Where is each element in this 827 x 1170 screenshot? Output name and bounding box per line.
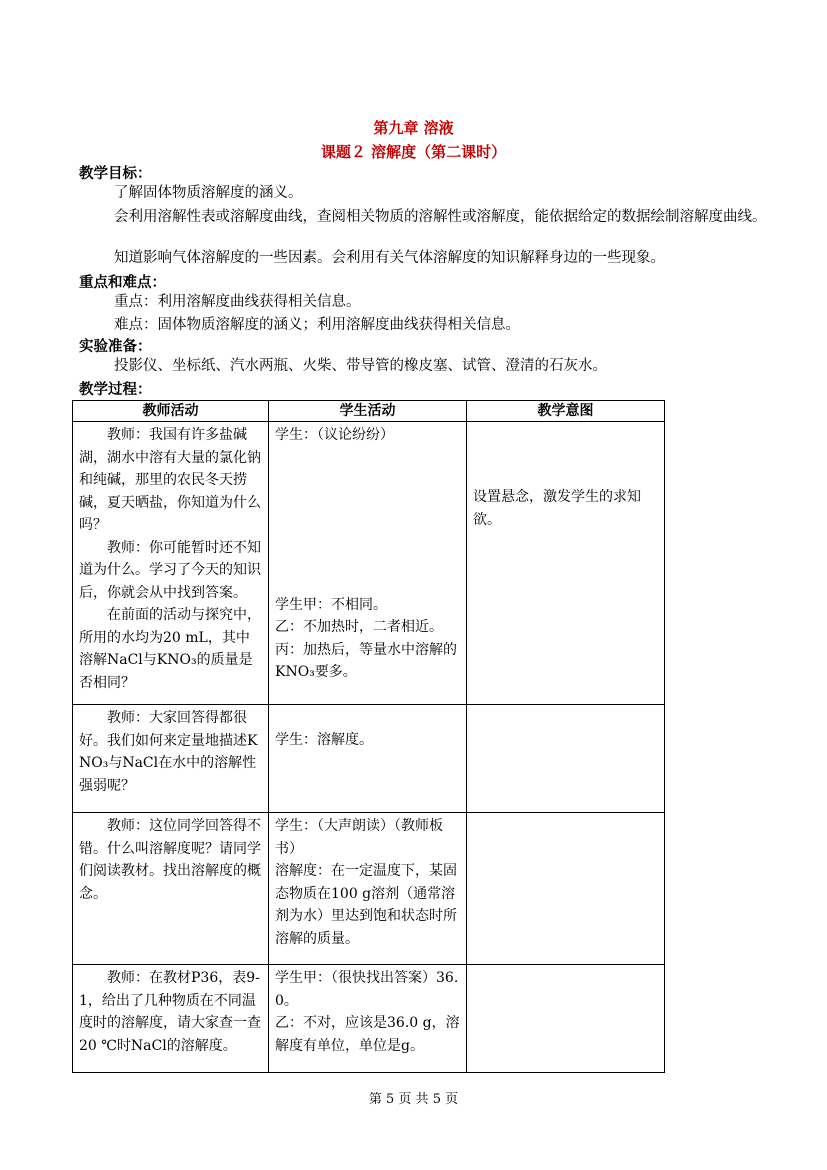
- student-text: 学生：溶解度。: [275, 732, 373, 748]
- student-cell: [269, 422, 467, 705]
- teacher-cell: [73, 705, 269, 813]
- col-header-student: 学生活动: [269, 401, 467, 422]
- col-header-teacher: 教师活动: [73, 401, 269, 422]
- teacher-text: 教师：大家回答得都很好。我们如何来定量地描述KNO₃与NaCl在水中的溶解性强弱呢？: [79, 710, 258, 794]
- teacher-text: 教师：在教材P36，表9-1，给出了几种物质在不同温度时的溶解度，请大家查一查20 ℃时NaCl的溶解度。: [79, 970, 261, 1054]
- keypoint-item: 难点：固体物质溶解度的涵义；利用溶解度曲线获得相关信息。: [114, 317, 520, 333]
- intent-cell: [467, 422, 665, 705]
- student-text: 丙：加热后，等量水中溶解的KNO₃要多。: [275, 641, 457, 680]
- prep-item: 投影仪、坐标纸、汽水两瓶、火柴、带导管的橡皮塞、试管、澄清的石灰水。: [114, 358, 607, 374]
- intent-cell: [467, 965, 665, 1073]
- student-text: 溶解度：在一定温度下，某固态物质在100 g溶剂（通常溶剂为水）里达到饱和状态时所溶解的质量。: [275, 863, 457, 947]
- intent-cell: [467, 705, 665, 813]
- table-row: [73, 813, 665, 965]
- intent-cell: [467, 813, 665, 965]
- lesson-table: [72, 400, 665, 1073]
- goal-item: 了解固体物质溶解度的涵义。: [114, 185, 303, 201]
- teacher-cell: [73, 965, 269, 1073]
- teacher-cell: [73, 813, 269, 965]
- teacher-text: 教师：我国有许多盐碱湖，湖水中溶有大量的氯化钠和纯碱，那里的农民冬天捞碱，夏天晒盐，你知道为什么吗？: [79, 427, 261, 533]
- student-text: 学生甲：不相同。: [275, 596, 387, 613]
- table-header-row: [73, 401, 665, 422]
- col-header-intent: 教学意图: [467, 401, 665, 422]
- keypoints-heading: 重点和难点：: [79, 275, 166, 291]
- intent-text: 设置悬念，激发学生的求知欲。: [473, 489, 641, 528]
- student-text: 学生甲：（很快找出答案）36.0。: [275, 970, 459, 1009]
- goals-heading: 教学目标：: [79, 166, 152, 182]
- teacher-text: 教师：这位同学回答得不错。什么叫溶解度呢？请同学们阅读教材。找出溶解度的概念。: [79, 818, 261, 902]
- keypoint-item: 重点：利用溶解度曲线获得相关信息。: [114, 294, 361, 310]
- chapter-title: 第九章 溶液: [373, 119, 454, 137]
- student-text: 乙：不对，应该是36.0 g，溶解度有单位，单位是g。: [275, 1015, 460, 1054]
- table-row: [73, 965, 665, 1073]
- goal-item: 知道影响气体溶解度的一些因素。会利用有关气体溶解度的知识解释身边的一些现象。: [114, 250, 665, 266]
- prep-heading: 实验准备：: [79, 339, 152, 355]
- student-cell: [269, 813, 467, 965]
- teacher-text: 在前面的活动与探究中，所用的水均为20 mL，其中溶解NaCl与KNO₃的质量是否相同？: [79, 607, 261, 691]
- student-cell: [269, 965, 467, 1073]
- student-text: 学生：（议论纷纷）: [275, 427, 394, 443]
- student-text: 学生：（大声朗读）（教师板书）: [275, 818, 443, 857]
- process-heading: 教学过程：: [79, 382, 152, 398]
- teacher-cell: [73, 422, 269, 705]
- page-footer: 第 5 页 共 5 页: [368, 1092, 459, 1107]
- student-cell: [269, 705, 467, 813]
- student-text: 乙：不加热时，二者相近。: [275, 619, 443, 635]
- lesson-title: 课题２ 溶解度（第二课时）: [320, 143, 507, 161]
- teacher-text: 教师：你可能暂时还不知道为什么。学习了今天的知识后，你就会从中找到答案。: [79, 539, 261, 601]
- table-row: [73, 705, 665, 813]
- table-row: [73, 422, 665, 705]
- goal-item: 会利用溶解性表或溶解度曲线，查阅相关物质的溶解性或溶解度，能依据给定的数据绘制溶解度曲线。: [114, 209, 767, 225]
